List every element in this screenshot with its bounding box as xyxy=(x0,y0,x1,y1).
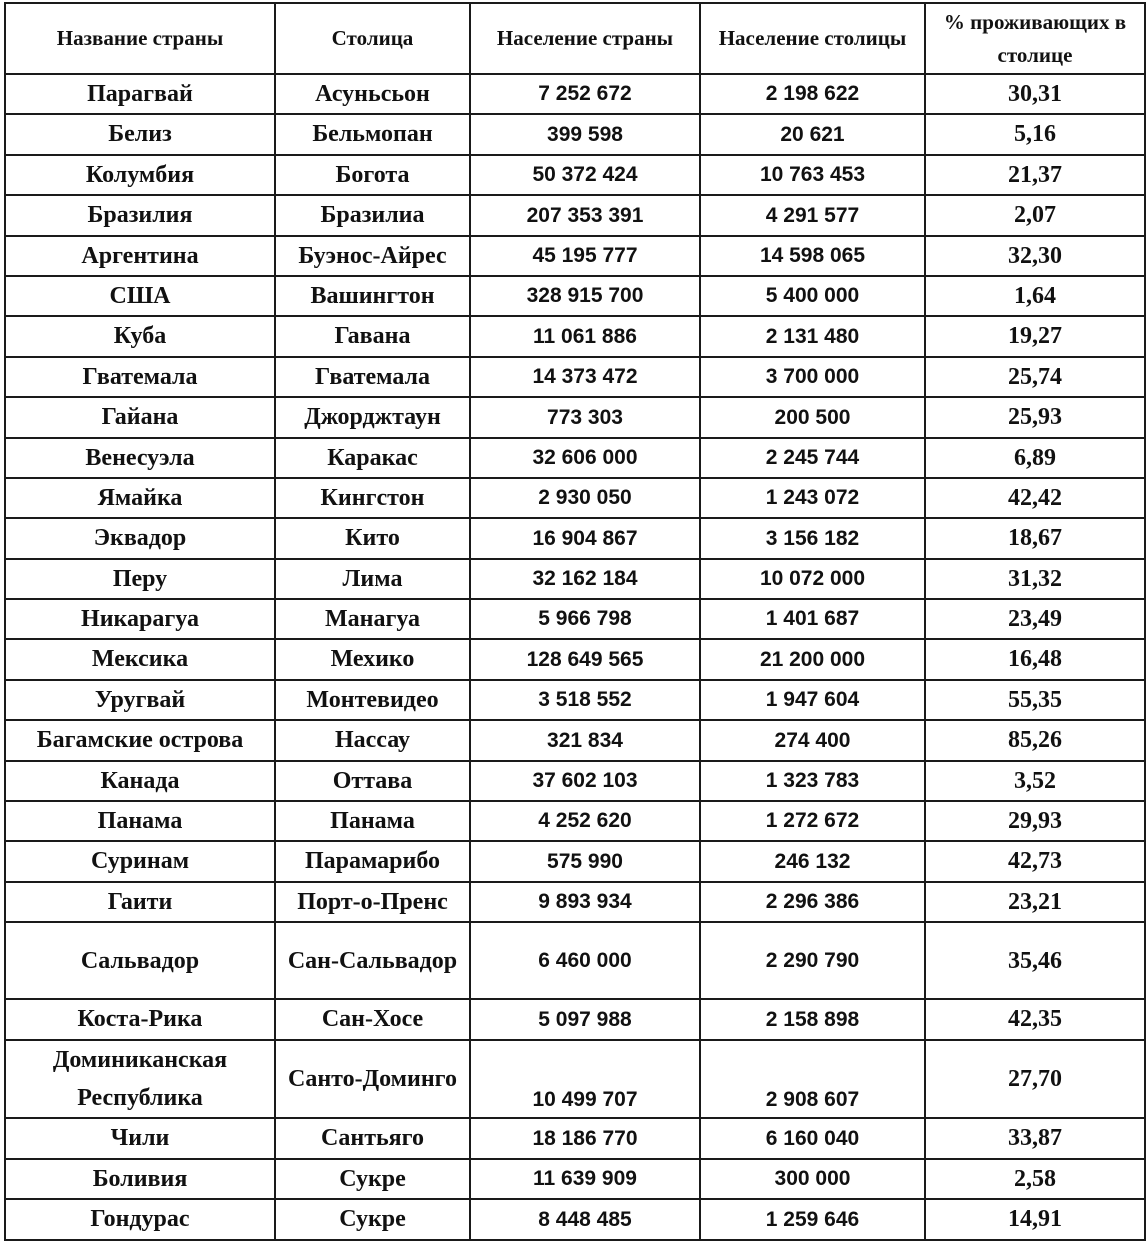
country-cell: Гаити xyxy=(5,882,275,922)
header-capital: Столица xyxy=(275,3,470,74)
country-population-cell: 328 915 700 xyxy=(470,276,700,316)
capital-cell: Мехико xyxy=(275,639,470,679)
country-population-cell: 14 373 472 xyxy=(470,357,700,397)
country-cell: Сальвадор xyxy=(5,922,275,999)
country-cell: Гайана xyxy=(5,397,275,437)
table-row xyxy=(5,155,1145,195)
percent-cell: 33,87 xyxy=(925,1118,1145,1158)
table-row xyxy=(5,999,1145,1039)
percent-cell: 35,46 xyxy=(925,922,1145,999)
capital-population-cell: 10 763 453 xyxy=(700,155,925,195)
capital-cell: Бельмопан xyxy=(275,114,470,154)
percent-cell: 31,32 xyxy=(925,559,1145,599)
capital-population-cell: 1 947 604 xyxy=(700,680,925,720)
capital-cell: Нассау xyxy=(275,720,470,760)
country-cell: Гондурас xyxy=(5,1199,275,1239)
capital-cell: Парамарибо xyxy=(275,841,470,881)
capital-cell: Гватемала xyxy=(275,357,470,397)
country-population-cell: 2 930 050 xyxy=(470,478,700,518)
table-row xyxy=(5,1159,1145,1199)
country-cell: Панама xyxy=(5,801,275,841)
capital-population-cell: 246 132 xyxy=(700,841,925,881)
capital-cell: Гавана xyxy=(275,316,470,356)
country-population-cell: 5 097 988 xyxy=(470,999,700,1039)
capital-cell: Джорджтаун xyxy=(275,397,470,437)
capital-population-cell: 2 245 744 xyxy=(700,438,925,478)
capital-cell: Каракас xyxy=(275,438,470,478)
country-population-cell: 5 966 798 xyxy=(470,599,700,639)
percent-cell: 85,26 xyxy=(925,720,1145,760)
country-population-cell: 16 904 867 xyxy=(470,518,700,558)
table-row xyxy=(5,639,1145,679)
country-population-cell: 321 834 xyxy=(470,720,700,760)
capital-population-cell: 14 598 065 xyxy=(700,236,925,276)
capital-population-cell: 6 160 040 xyxy=(700,1118,925,1158)
percent-cell: 25,74 xyxy=(925,357,1145,397)
country-population-cell: 7 252 672 xyxy=(470,74,700,114)
capital-cell: Панама xyxy=(275,801,470,841)
table-row xyxy=(5,1199,1145,1239)
percent-cell: 42,35 xyxy=(925,999,1145,1039)
country-population-cell: 399 598 xyxy=(470,114,700,154)
capital-population-cell: 1 323 783 xyxy=(700,761,925,801)
table-row xyxy=(5,316,1145,356)
country-population-cell: 4 252 620 xyxy=(470,801,700,841)
table-row xyxy=(5,922,1145,999)
table-row xyxy=(5,74,1145,114)
capital-cell: Сукре xyxy=(275,1159,470,1199)
capital-population-cell: 10 072 000 xyxy=(700,559,925,599)
country-population-cell: 45 195 777 xyxy=(470,236,700,276)
capital-cell: Оттава xyxy=(275,761,470,801)
country-cell: Перу xyxy=(5,559,275,599)
country-cell: Аргентина xyxy=(5,236,275,276)
table-row xyxy=(5,276,1145,316)
table-row xyxy=(5,841,1145,881)
table-row xyxy=(5,357,1145,397)
header-capital-population: Население столицы xyxy=(700,3,925,74)
country-cell: Гватемала xyxy=(5,357,275,397)
country-population-cell: 575 990 xyxy=(470,841,700,881)
percent-cell: 2,07 xyxy=(925,195,1145,235)
table-row xyxy=(5,882,1145,922)
capital-population-cell: 2 131 480 xyxy=(700,316,925,356)
country-population-cell: 9 893 934 xyxy=(470,882,700,922)
table-row xyxy=(5,761,1145,801)
header-percent-in-capital: % проживающих в столице xyxy=(925,3,1145,74)
percent-cell: 25,93 xyxy=(925,397,1145,437)
table-row xyxy=(5,195,1145,235)
country-cell: Ямайка xyxy=(5,478,275,518)
table-row xyxy=(5,720,1145,760)
population-table-container xyxy=(4,2,1144,1233)
country-cell: Чили xyxy=(5,1118,275,1158)
table-row xyxy=(5,114,1145,154)
country-cell: США xyxy=(5,276,275,316)
country-cell: Багамские острова xyxy=(5,720,275,760)
capital-population-cell: 300 000 xyxy=(700,1159,925,1199)
country-cell: Мексика xyxy=(5,639,275,679)
country-population-cell: 11 639 909 xyxy=(470,1159,700,1199)
country-population-cell: 207 353 391 xyxy=(470,195,700,235)
capital-cell: Сукре xyxy=(275,1199,470,1239)
capital-population-cell: 2 290 790 xyxy=(700,922,925,999)
country-population-cell: 8 448 485 xyxy=(470,1199,700,1239)
country-cell: Коста-Рика xyxy=(5,999,275,1039)
capital-population-cell: 5 400 000 xyxy=(700,276,925,316)
capital-population-cell: 3 700 000 xyxy=(700,357,925,397)
percent-cell: 23,21 xyxy=(925,882,1145,922)
percent-cell: 29,93 xyxy=(925,801,1145,841)
percent-cell: 1,64 xyxy=(925,276,1145,316)
country-cell: Суринам xyxy=(5,841,275,881)
percent-cell: 19,27 xyxy=(925,316,1145,356)
capital-cell: Сан-Хосе xyxy=(275,999,470,1039)
country-cell: Колумбия xyxy=(5,155,275,195)
capital-population-cell: 200 500 xyxy=(700,397,925,437)
capital-population-cell: 2 908 607 xyxy=(700,1040,925,1119)
country-population-cell: 50 372 424 xyxy=(470,155,700,195)
table-row xyxy=(5,518,1145,558)
country-cell: Эквадор xyxy=(5,518,275,558)
capital-cell: Санто-Доминго xyxy=(275,1040,470,1119)
country-cell: Доминиканская Республика xyxy=(5,1040,275,1119)
capital-population-cell: 20 621 xyxy=(700,114,925,154)
percent-cell: 42,42 xyxy=(925,478,1145,518)
header-country-population: Население страны xyxy=(470,3,700,74)
capital-population-cell: 4 291 577 xyxy=(700,195,925,235)
country-cell: Канада xyxy=(5,761,275,801)
capital-population-cell: 1 401 687 xyxy=(700,599,925,639)
percent-cell: 21,37 xyxy=(925,155,1145,195)
capital-population-cell: 3 156 182 xyxy=(700,518,925,558)
percent-cell: 27,70 xyxy=(925,1040,1145,1119)
percent-cell: 18,67 xyxy=(925,518,1145,558)
header-country: Название страны xyxy=(5,3,275,74)
capital-cell: Кингстон xyxy=(275,478,470,518)
capital-cell: Вашингтон xyxy=(275,276,470,316)
table-row xyxy=(5,438,1145,478)
country-population-cell: 32 606 000 xyxy=(470,438,700,478)
capital-population-cell: 274 400 xyxy=(700,720,925,760)
capital-cell: Порт-о-Пренс xyxy=(275,882,470,922)
capital-cell: Богота xyxy=(275,155,470,195)
country-population-cell: 18 186 770 xyxy=(470,1118,700,1158)
country-population-cell: 773 303 xyxy=(470,397,700,437)
capital-population-cell: 1 259 646 xyxy=(700,1199,925,1239)
country-cell: Боливия xyxy=(5,1159,275,1199)
capital-cell: Сантьяго xyxy=(275,1118,470,1158)
country-population-cell: 37 602 103 xyxy=(470,761,700,801)
capital-cell: Асуньсьон xyxy=(275,74,470,114)
country-population-cell: 32 162 184 xyxy=(470,559,700,599)
country-population-cell: 11 061 886 xyxy=(470,316,700,356)
country-population-cell: 10 499 707 xyxy=(470,1040,700,1119)
table-row xyxy=(5,1040,1145,1119)
capital-population-cell: 2 198 622 xyxy=(700,74,925,114)
table-row xyxy=(5,599,1145,639)
percent-cell: 5,16 xyxy=(925,114,1145,154)
percent-cell: 14,91 xyxy=(925,1199,1145,1239)
header-row xyxy=(5,3,1145,74)
capital-cell: Монтевидео xyxy=(275,680,470,720)
percent-cell: 42,73 xyxy=(925,841,1145,881)
table-row xyxy=(5,801,1145,841)
country-population-cell: 128 649 565 xyxy=(470,639,700,679)
percent-cell: 3,52 xyxy=(925,761,1145,801)
capital-cell: Кито xyxy=(275,518,470,558)
country-population-cell: 6 460 000 xyxy=(470,922,700,999)
percent-cell: 30,31 xyxy=(925,74,1145,114)
capital-population-cell: 1 243 072 xyxy=(700,478,925,518)
table-row xyxy=(5,397,1145,437)
country-cell: Куба xyxy=(5,316,275,356)
capital-population-cell: 2 296 386 xyxy=(700,882,925,922)
table-row xyxy=(5,1118,1145,1158)
country-cell: Белиз xyxy=(5,114,275,154)
capital-cell: Буэнос-Айрес xyxy=(275,236,470,276)
table-row xyxy=(5,559,1145,599)
country-population-cell: 3 518 552 xyxy=(470,680,700,720)
percent-cell: 2,58 xyxy=(925,1159,1145,1199)
capital-population-cell: 1 272 672 xyxy=(700,801,925,841)
country-cell: Уругвай xyxy=(5,680,275,720)
table-row xyxy=(5,680,1145,720)
capital-population-cell: 21 200 000 xyxy=(700,639,925,679)
country-cell: Бразилия xyxy=(5,195,275,235)
percent-cell: 23,49 xyxy=(925,599,1145,639)
percent-cell: 32,30 xyxy=(925,236,1145,276)
capital-cell: Бразилиа xyxy=(275,195,470,235)
country-cell: Венесуэла xyxy=(5,438,275,478)
country-cell: Парагвай xyxy=(5,74,275,114)
percent-cell: 55,35 xyxy=(925,680,1145,720)
capital-cell: Манагуа xyxy=(275,599,470,639)
percent-cell: 16,48 xyxy=(925,639,1145,679)
capital-population-cell: 2 158 898 xyxy=(700,999,925,1039)
capital-cell: Сан-Сальвадор xyxy=(275,922,470,999)
country-cell: Никарагуа xyxy=(5,599,275,639)
population-table xyxy=(4,2,1146,1241)
table-row xyxy=(5,478,1145,518)
percent-cell: 6,89 xyxy=(925,438,1145,478)
capital-cell: Лима xyxy=(275,559,470,599)
table-row xyxy=(5,236,1145,276)
